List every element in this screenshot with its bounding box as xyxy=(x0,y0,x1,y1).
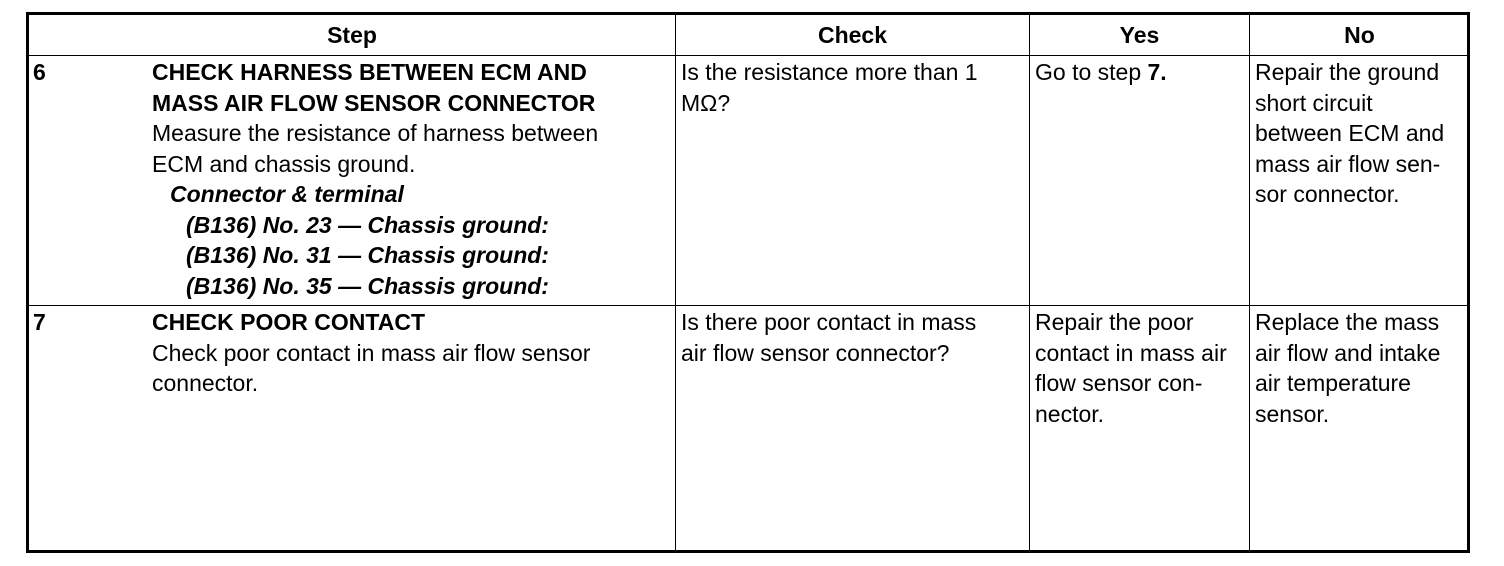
no-line: sensor. xyxy=(1255,400,1330,427)
no-action xyxy=(1255,307,1440,429)
no-line: air temperature xyxy=(1255,370,1411,396)
yes-action xyxy=(1035,57,1167,88)
no-line: air flow and intake xyxy=(1255,339,1441,366)
step-instruction-line: Check poor contact in mass air flow sensor xyxy=(152,339,591,366)
yes-line: nector. xyxy=(1035,400,1105,427)
column-divider-check xyxy=(675,15,676,550)
connector-heading: Connector & terminal xyxy=(170,181,404,207)
header-yes: Yes xyxy=(1119,22,1160,48)
row-divider xyxy=(29,305,1467,306)
step-title-line: MASS AIR FLOW SENSOR CONNECTOR xyxy=(152,89,596,116)
check-line: Is the resistance more than 1 xyxy=(681,59,978,85)
header-check: Check xyxy=(817,22,888,48)
check-question xyxy=(681,57,978,118)
step-title-line: CHECK POOR CONTACT xyxy=(152,309,426,335)
no-line: Repair the ground xyxy=(1255,59,1440,85)
no-line: mass air flow sen- xyxy=(1255,150,1441,177)
check-question xyxy=(681,307,976,368)
step-number: 6 xyxy=(33,59,46,85)
column-divider-yes xyxy=(1029,15,1030,550)
yes-line: contact in mass air xyxy=(1035,339,1227,366)
check-line: MΩ? xyxy=(681,89,731,116)
connector-terminal-line: (B136) No. 35 — Chassis ground: xyxy=(186,272,549,299)
yes-action xyxy=(1035,307,1227,429)
header-divider xyxy=(29,55,1467,56)
step-instruction-line: connector. xyxy=(152,370,259,396)
connector-terminal-line: (B136) No. 31 — Chassis ground: xyxy=(186,242,549,268)
header-step: Step xyxy=(327,22,377,48)
step-content xyxy=(152,307,590,399)
no-line: short circuit xyxy=(1255,89,1373,116)
step-number: 7 xyxy=(33,309,46,335)
no-action xyxy=(1255,57,1444,210)
step-instruction-line: Measure the resistance of harness between xyxy=(152,120,599,146)
no-line: Replace the mass xyxy=(1255,309,1440,335)
column-divider-no xyxy=(1249,15,1250,550)
yes-text: Go to step xyxy=(1035,59,1148,85)
step-instruction-line: ECM and chassis ground. xyxy=(152,150,416,177)
header-no: No xyxy=(1344,22,1375,48)
no-line: between ECM and xyxy=(1255,120,1445,146)
diagnostic-table xyxy=(26,12,1470,553)
step-title-line: CHECK HARNESS BETWEEN ECM AND xyxy=(152,59,587,85)
step-content xyxy=(152,57,598,301)
yes-line: Repair the poor xyxy=(1035,309,1194,335)
connector-terminal-line: (B136) No. 23 — Chassis ground: xyxy=(186,211,549,238)
no-line: sor connector. xyxy=(1255,181,1400,207)
yes-step-ref: 7. xyxy=(1147,59,1167,85)
check-line: Is there poor contact in mass xyxy=(681,309,977,335)
check-line: air flow sensor connector? xyxy=(681,339,950,366)
yes-line: flow sensor con- xyxy=(1035,370,1203,396)
